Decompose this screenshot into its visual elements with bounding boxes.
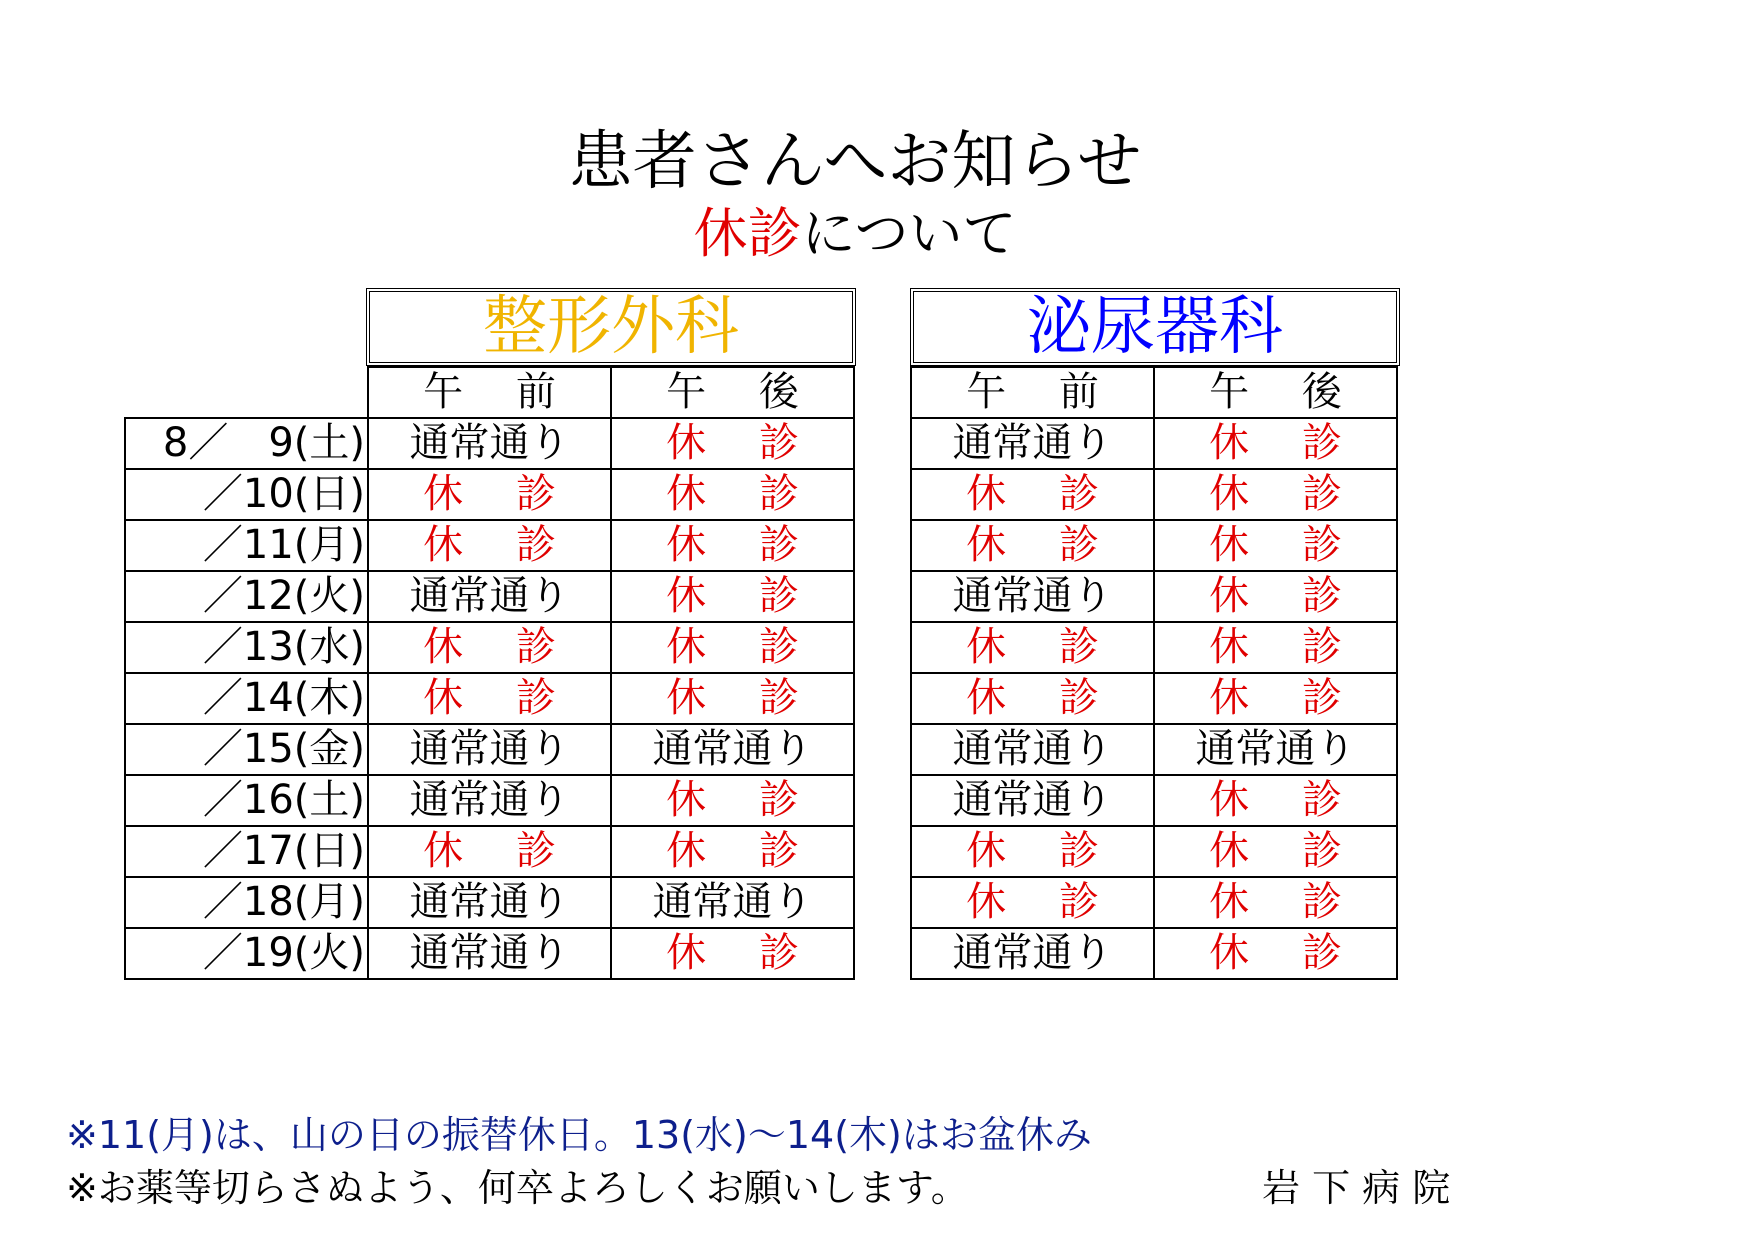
date-cell: ／15(金) (125, 724, 368, 775)
afternoon-status-cell: 休 診 (611, 469, 854, 520)
morning-status-cell: 通常通り (911, 571, 1154, 622)
urology-schedule-table (910, 366, 1398, 980)
afternoon-status-cell: 休 診 (611, 775, 854, 826)
afternoon-status-cell: 休 診 (611, 520, 854, 571)
morning-status-cell: 休 診 (911, 622, 1154, 673)
morning-status-cell: 休 診 (911, 520, 1154, 571)
morning-status-cell: 休 診 (911, 877, 1154, 928)
table-row (125, 775, 854, 826)
morning-status-cell: 通常通り (368, 571, 611, 622)
afternoon-status-cell: 休 診 (1154, 826, 1397, 877)
table-row (125, 877, 854, 928)
table-row (125, 673, 854, 724)
holiday-note: ※11(月)は、山の日の振替休日。13(水)～14(木)はお盆休み (66, 1113, 1092, 1157)
date-cell: 8／ 9(土) (125, 418, 368, 469)
table-row (911, 520, 1397, 571)
table-row (911, 928, 1397, 979)
morning-status-cell: 通常通り (911, 928, 1154, 979)
morning-status-cell: 休 診 (911, 469, 1154, 520)
table-row (911, 877, 1397, 928)
table-row (125, 418, 854, 469)
hospital-name: 岩 下 病 院 (1262, 1166, 1451, 1210)
table-row (911, 622, 1397, 673)
date-cell: ／17(日) (125, 826, 368, 877)
afternoon-status-cell: 休 診 (1154, 673, 1397, 724)
afternoon-status-cell: 休 診 (1154, 928, 1397, 979)
department-urology-header: 泌尿器科 (910, 288, 1400, 366)
date-cell: ／10(日) (125, 469, 368, 520)
morning-status-cell: 通常通り (368, 775, 611, 826)
date-cell: ／19(火) (125, 928, 368, 979)
orthopedics-schedule-table (124, 366, 855, 980)
afternoon-status-cell: 休 診 (611, 673, 854, 724)
morning-status-cell: 休 診 (368, 520, 611, 571)
morning-status-cell: 通常通り (368, 877, 611, 928)
page-title: 患者さんへお知らせ (568, 125, 1142, 199)
afternoon-status-cell: 休 診 (611, 418, 854, 469)
subtitle-highlight: 休診 (693, 202, 802, 265)
afternoon-status-cell: 休 診 (1154, 877, 1397, 928)
table-row (125, 724, 854, 775)
table-row (911, 418, 1397, 469)
table-row (125, 571, 854, 622)
table-row (911, 775, 1397, 826)
header-morning: 午 前 (368, 367, 611, 418)
afternoon-status-cell: 休 診 (1154, 418, 1397, 469)
table-row (911, 673, 1397, 724)
date-cell: ／13(水) (125, 622, 368, 673)
morning-status-cell: 通常通り (368, 724, 611, 775)
header-row (911, 367, 1397, 418)
page-subtitle (0, 202, 1710, 266)
table-row (125, 928, 854, 979)
medicine-note: ※お薬等切らさぬよう、何卒よろしくお願いします。 (66, 1166, 969, 1210)
afternoon-status-cell: 休 診 (611, 622, 854, 673)
table-row (125, 622, 854, 673)
morning-status-cell: 休 診 (911, 673, 1154, 724)
morning-status-cell: 通常通り (368, 418, 611, 469)
morning-status-cell: 通常通り (911, 724, 1154, 775)
afternoon-status-cell: 休 診 (611, 571, 854, 622)
header-morning: 午 前 (911, 367, 1154, 418)
table-row (125, 469, 854, 520)
subtitle-rest: について (801, 202, 1017, 265)
afternoon-status-cell: 通常通り (611, 724, 854, 775)
table-row (911, 469, 1397, 520)
table-row (911, 724, 1397, 775)
header-row (125, 367, 854, 418)
department-orthopedics-header: 整形外科 (366, 288, 856, 366)
afternoon-status-cell: 休 診 (611, 928, 854, 979)
date-cell: ／14(木) (125, 673, 368, 724)
table-row (911, 826, 1397, 877)
afternoon-status-cell: 休 診 (611, 826, 854, 877)
morning-status-cell: 通常通り (911, 775, 1154, 826)
header-afternoon: 午 後 (1154, 367, 1397, 418)
afternoon-status-cell: 休 診 (1154, 775, 1397, 826)
date-cell: ／11(月) (125, 520, 368, 571)
header-afternoon: 午 後 (611, 367, 854, 418)
morning-status-cell: 休 診 (368, 673, 611, 724)
afternoon-status-cell: 休 診 (1154, 571, 1397, 622)
afternoon-status-cell: 休 診 (1154, 520, 1397, 571)
table-row (125, 520, 854, 571)
date-cell: ／18(月) (125, 877, 368, 928)
header-blank (125, 367, 368, 418)
table-row (125, 826, 854, 877)
morning-status-cell: 通常通り (368, 928, 611, 979)
morning-status-cell: 通常通り (911, 418, 1154, 469)
afternoon-status-cell: 通常通り (611, 877, 854, 928)
table-row (911, 571, 1397, 622)
afternoon-status-cell: 休 診 (1154, 469, 1397, 520)
afternoon-status-cell: 通常通り (1154, 724, 1397, 775)
morning-status-cell: 休 診 (911, 826, 1154, 877)
afternoon-status-cell: 休 診 (1154, 622, 1397, 673)
morning-status-cell: 休 診 (368, 469, 611, 520)
date-cell: ／16(土) (125, 775, 368, 826)
morning-status-cell: 休 診 (368, 826, 611, 877)
date-cell: ／12(火) (125, 571, 368, 622)
morning-status-cell: 休 診 (368, 622, 611, 673)
